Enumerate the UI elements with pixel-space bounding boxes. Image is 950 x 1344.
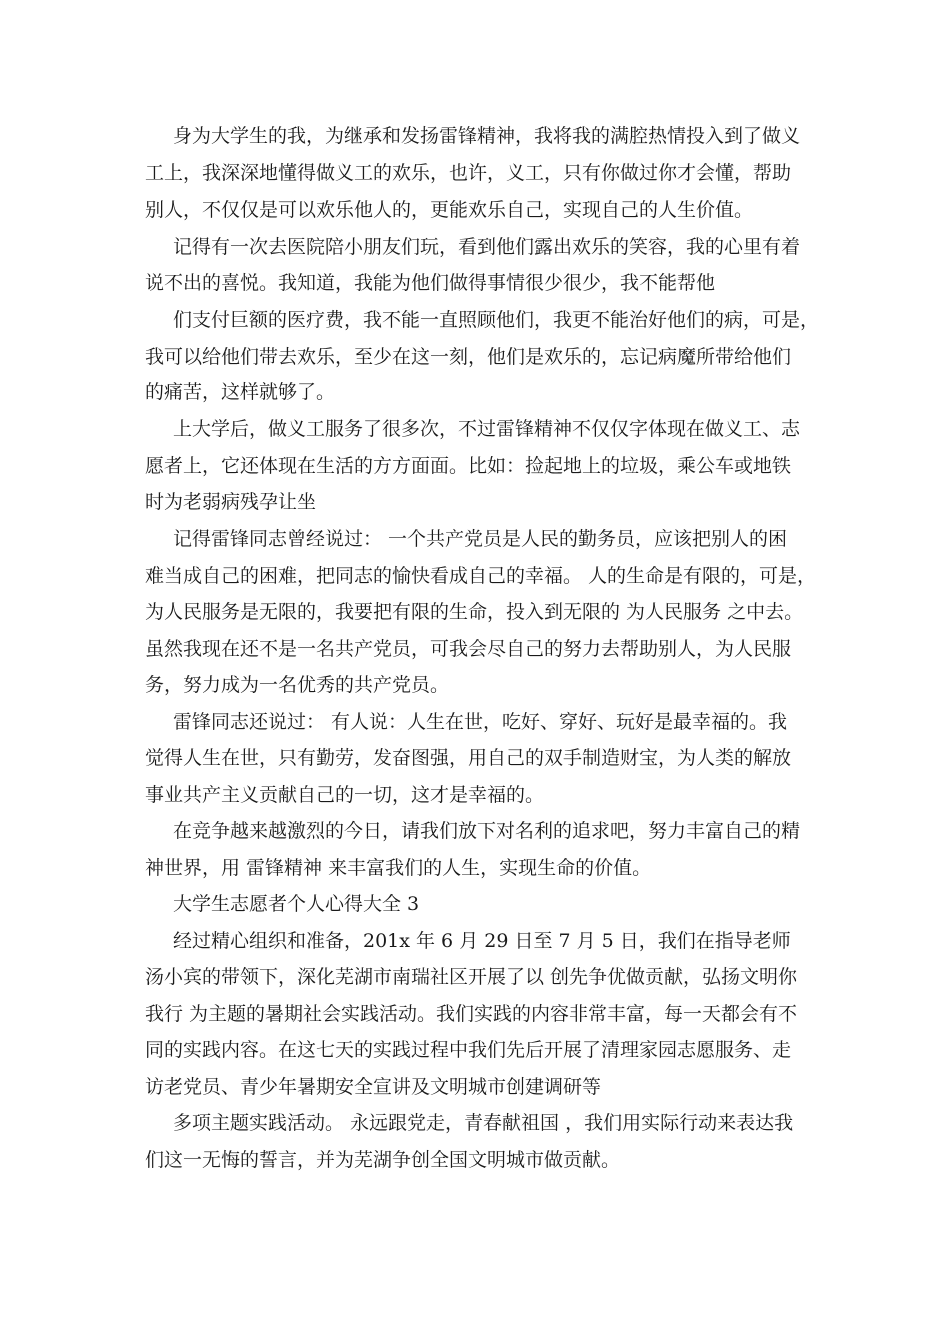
text-line: 务，努力成为一名优秀的共产党员。 (145, 674, 450, 696)
text-line: 难当成自己的困难，把同志的愉快看成自己的幸福。 人的生命是有限的，可是， (145, 565, 817, 587)
text-line: 访老党员、青少年暑期安全宣讲及文明城市创建调研等 (145, 1076, 602, 1098)
text-line: 记得有一次去医院陪小朋友们玩，看到他们露出欢乐的笑容，我的心里有着 (173, 236, 801, 258)
text-line: 经过精心组织和准备，201x 年 6 月 29 日至 7 月 5 日，我们在指导老师 (173, 930, 791, 952)
text-line: 们支付巨额的医疗费，我不能一直照顾他们，我更不能治好他们的病，可是， (173, 309, 820, 331)
text-line: 上大学后，做义工服务了很多次，不过雷锋精神不仅仅字体现在做义工、志 (173, 418, 801, 440)
text-line: 的痛苦，这样就够了。 (145, 381, 336, 403)
text-line: 为人民服务是无限的，我要把有限的生命，投入到无限的 为人民服务 之中去。 (145, 601, 804, 623)
text-line: 愿者上，它还体现在生活的方方面面。比如：捡起地上的垃圾，乘公车或地铁 (145, 455, 792, 477)
text-line: 我可以给他们带去欢乐，至少在这一刻，他们是欢乐的，忘记病魔所带给他们 (145, 346, 792, 368)
text-line: 们这一无悔的誓言，并为芜湖争创全国文明城市做贡献。 (145, 1149, 621, 1171)
text-line: 雷锋同志还说过： 有人说：人生在世，吃好、穿好、玩好是最幸福的。我 (173, 711, 788, 733)
text-line: 时为老弱病残孕让坐 (145, 491, 317, 513)
text-line: 在竞争越来越激烈的今日，请我们放下对名利的追求吧，努力丰富自己的精 (173, 820, 801, 842)
text-line: 工上，我深深地懂得做义工的欢乐，也许，义工，只有你做过你才会懂，帮助 (145, 162, 792, 184)
text-line: 身为大学生的我，为继承和发扬雷锋精神，我将我的满腔热情投入到了做义 (173, 125, 801, 147)
text-line: 同的实践内容。在这七天的实践过程中我们先后开展了清理家园志愿服务、走 (145, 1039, 792, 1061)
text-line: 事业共产主义贡献自己的一切，这才是幸福的。 (145, 784, 545, 806)
text-line: 我行 为主题的暑期社会实践活动。我们实践的内容非常丰富，每一天都会有不 (145, 1003, 798, 1025)
text-line: 神世界，用 雷锋精神 来丰富我们的人生，实现生命的价值。 (145, 857, 652, 879)
text-line: 汤小宾的带领下，深化芜湖市南瑞社区开展了以 创先争优做贡献，弘扬文明你 (145, 966, 798, 988)
text-line: 说不出的喜悦。我知道，我能为他们做得事情很少很少，我不能帮他 (145, 272, 716, 294)
text-line: 虽然我现在还不是一名共产党员，可我会尽自己的努力去帮助别人，为人民服 (145, 638, 792, 660)
text-line: 记得雷锋同志曾经说过： 一个共产党员是人民的勤务员，应该把别人的困 (173, 528, 788, 550)
text-line: 觉得人生在世，只有勤劳，发奋图强，用自己的双手制造财宝，为人类的解放 (145, 747, 792, 769)
text-line: 别人，不仅仅是可以欢乐他人的，更能欢乐自己，实现自己的人生价值。 (145, 199, 754, 221)
text-line: 多项主题实践活动。 永远跟党走，青春献祖国 ，我们用实际行动来表达我 (173, 1112, 794, 1134)
section-heading: 大学生志愿者个人心得大全 3 (173, 893, 420, 915)
